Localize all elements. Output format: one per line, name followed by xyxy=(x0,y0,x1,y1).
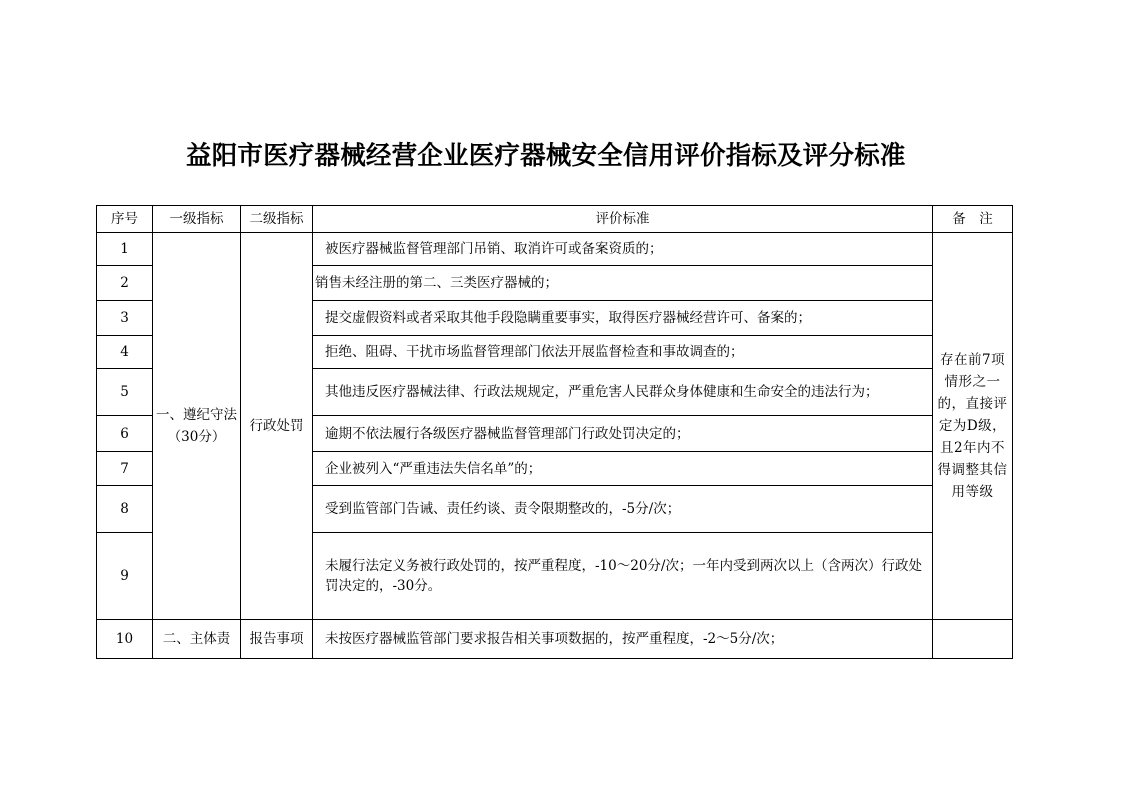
row-criteria: 销售未经注册的第二、三类医疗器械的； xyxy=(313,266,933,301)
level1-indicator-cell: 一、遵纪守法（30分） xyxy=(153,233,241,620)
evaluation-table xyxy=(96,205,1013,659)
remark-cell: 存在前7项情形之一的，直接评定为D级，且2年内不得调整其信用等级 xyxy=(933,233,1013,620)
table-row xyxy=(97,233,1013,266)
row-criteria: 被医疗器械监督管理部门吊销、取消许可或备案资质的； xyxy=(313,233,933,266)
row-criteria: 受到监管部门告诫、责任约谈、责令限期整改的，-5分/次； xyxy=(313,486,933,533)
row-seq: 7 xyxy=(97,452,153,486)
header-criteria: 评价标准 xyxy=(313,206,933,233)
row-criteria: 提交虚假资料或者采取其他手段隐瞒重要事实，取得医疗器械经营许可、备案的； xyxy=(313,301,933,336)
row-seq: 3 xyxy=(97,301,153,336)
row-criteria: 其他违反医疗器械法律、行政法规规定，严重危害人民群众身体健康和生命安全的违法行为； xyxy=(313,369,933,416)
row-seq: 9 xyxy=(97,533,153,620)
remark-cell xyxy=(933,620,1013,659)
row-seq: 4 xyxy=(97,336,153,369)
row-criteria: 企业被列入“严重违法失信名单”的； xyxy=(313,452,933,486)
level2-indicator-cell: 行政处罚 xyxy=(241,233,313,620)
level1-indicator-cell: 二、主体责 xyxy=(153,620,241,659)
header-level2: 二级指标 xyxy=(241,206,313,233)
row-criteria: 未按医疗器械监管部门要求报告相关事项数据的，按严重程度，-2～5分/次； xyxy=(313,620,933,659)
header-remarks: 备 注 xyxy=(933,206,1013,233)
row-seq: 5 xyxy=(97,369,153,416)
header-level1: 一级指标 xyxy=(153,206,241,233)
table-row xyxy=(97,620,1013,659)
row-seq: 1 xyxy=(97,233,153,266)
table-header-row xyxy=(97,206,1013,233)
row-criteria: 拒绝、阻碍、干扰市场监督管理部门依法开展监督检查和事故调查的； xyxy=(313,336,933,369)
row-criteria: 未履行法定义务被行政处罚的，按严重程度，-10～20分/次；一年内受到两次以上（含两次）行政处罚决定的，-30分。 xyxy=(313,533,933,620)
row-seq: 10 xyxy=(97,620,153,659)
header-seq: 序号 xyxy=(97,206,153,233)
document-title: 益阳市医疗器械经营企业医疗器械安全信用评价指标及评分标准 xyxy=(186,141,906,171)
level2-indicator-cell: 报告事项 xyxy=(241,620,313,659)
row-seq: 8 xyxy=(97,486,153,533)
row-seq: 2 xyxy=(97,266,153,301)
row-criteria: 逾期不依法履行各级医疗器械监督管理部门行政处罚决定的； xyxy=(313,416,933,452)
row-seq: 6 xyxy=(97,416,153,452)
